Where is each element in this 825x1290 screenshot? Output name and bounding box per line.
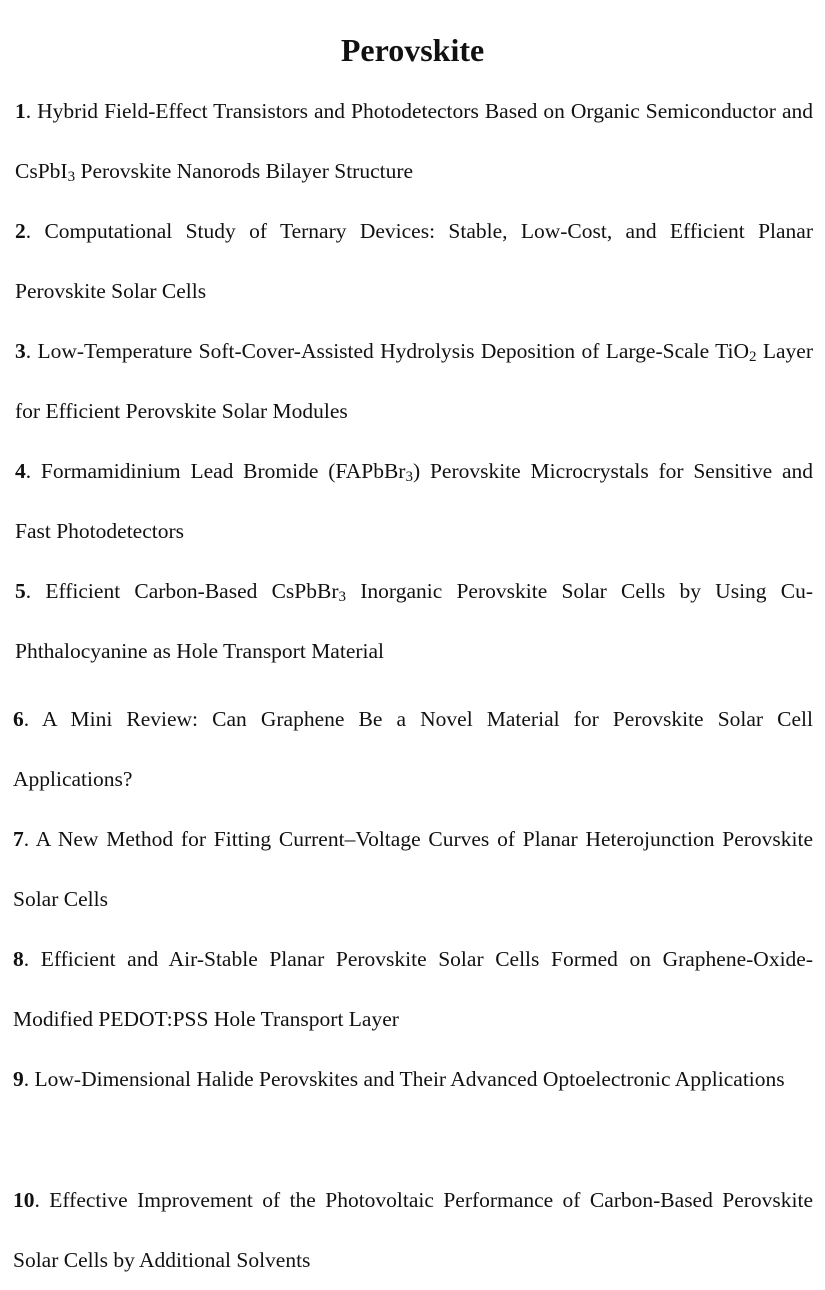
item-number: 4 — [15, 459, 26, 483]
subscript: 3 — [405, 469, 413, 485]
item-text: Efficient and Air-Stable Planar Perovskite Solar Cells Formed on Graphene-Oxide-Modified PEDOT:PSS Hole Transport Layer — [13, 947, 814, 1031]
item-text: A New Method for Fitting Current–Voltage Curves of Planar Heterojunction Perovskite Solar Cells — [13, 827, 813, 911]
subscript: 3 — [67, 169, 76, 185]
item-number: 7 — [13, 827, 24, 851]
list-item-3: 3. Low-Temperature Soft-Cover-Assisted Hydrolysis Deposition of Large-Scale TiO$_2$ Layer for Efficient Perovskite Solar Modules — [15, 339, 813, 423]
subscript: 2 — [749, 349, 757, 365]
page-title: Perovskite — [340, 32, 485, 68]
list-item-1: 1. Hybrid Field-Effect Transistors and Photodetectors Based on Organic Semiconductor and CsPbI$_3$ Perovskite Nanorods Bilayer Structure — [15, 99, 813, 185]
item-text: Inorganic Perovskite Solar Cells by Using Cu-Phthalocyanine as Hole Transport Material — [15, 579, 814, 663]
item-number: 2 — [15, 219, 26, 243]
item-number: 5 — [15, 579, 26, 603]
item-text: Efficient Carbon-Based CsPbBr — [45, 579, 339, 603]
item-number: 1 — [15, 99, 26, 123]
list-item-5: 5. Efficient Carbon-Based CsPbBr$_3$ Inorganic Perovskite Solar Cells by Using Cu-Phthalocyanine as Hole Transport Material — [15, 579, 814, 663]
list-item-6: 6. A Mini Review: Can Graphene Be a Novel Material for Perovskite Solar Cell Applications? — [13, 707, 813, 791]
item-text: ) Perovskite Microcrystals for Sensitive and Fast Photodetectors — [15, 459, 813, 543]
item-text: Perovskite Nanorods Bilayer Structure — [75, 159, 414, 183]
item-number: 3 — [15, 339, 26, 363]
item-text: Computational Study of Ternary Devices: Stable, Low-Cost, and Efficient Planar Perovskite Solar Cells — [15, 219, 814, 303]
item-number: 10 — [13, 1188, 35, 1212]
item-text: Low-Dimensional Halide Perovskites and Their Advanced Optoelectronic Applications — [34, 1067, 785, 1091]
item-number: 9 — [13, 1067, 24, 1091]
list-item-7: 7. A New Method for Fitting Current–Voltage Curves of Planar Heterojunction Perovskite Solar Cells — [13, 827, 813, 911]
list-item-2: 2. Computational Study of Ternary Devices: Stable, Low-Cost, and Efficient Planar Perovskite Solar Cells — [15, 219, 814, 303]
item-text: Low-Temperature Soft-Cover-Assisted Hydrolysis Deposition of Large-Scale TiO — [37, 339, 750, 363]
item-text: Layer for Efficient Perovskite Solar Modules — [15, 339, 813, 423]
item-text: A Mini Review: Can Graphene Be a Novel Material for Perovskite Solar Cell Applications? — [13, 707, 813, 791]
list-item-4: 4. Formamidinium Lead Bromide (FAPbBr$_3$) Perovskite Microcrystals for Sensitive and Fast Photodetectors — [15, 459, 813, 543]
subscript: 3 — [338, 589, 347, 605]
item-text: Formamidinium Lead Bromide (FAPbBr — [40, 459, 406, 483]
item-number: 6 — [13, 707, 24, 731]
list-item-10: 10. Effective Improvement of the Photovoltaic Performance of Carbon-Based Perovskite Solar Cells by Additional Solvents — [13, 1188, 814, 1272]
list-item-8: 8. Efficient and Air-Stable Planar Perovskite Solar Cells Formed on Graphene-Oxide-Modified PEDOT:PSS Hole Transport Layer — [13, 947, 814, 1031]
item-text: Effective Improvement of the Photovoltaic Performance of Carbon-Based Perovskite Solar Cells by Additional Solvents — [13, 1188, 814, 1272]
list-item-9: 9. Low-Dimensional Halide Perovskites and Their Advanced Optoelectronic Applications — [13, 1067, 785, 1091]
item-text: Hybrid Field-Effect Transistors and Photodetectors Based on Organic Semiconductor and CsPbI — [15, 99, 813, 183]
item-number: 8 — [13, 947, 24, 971]
